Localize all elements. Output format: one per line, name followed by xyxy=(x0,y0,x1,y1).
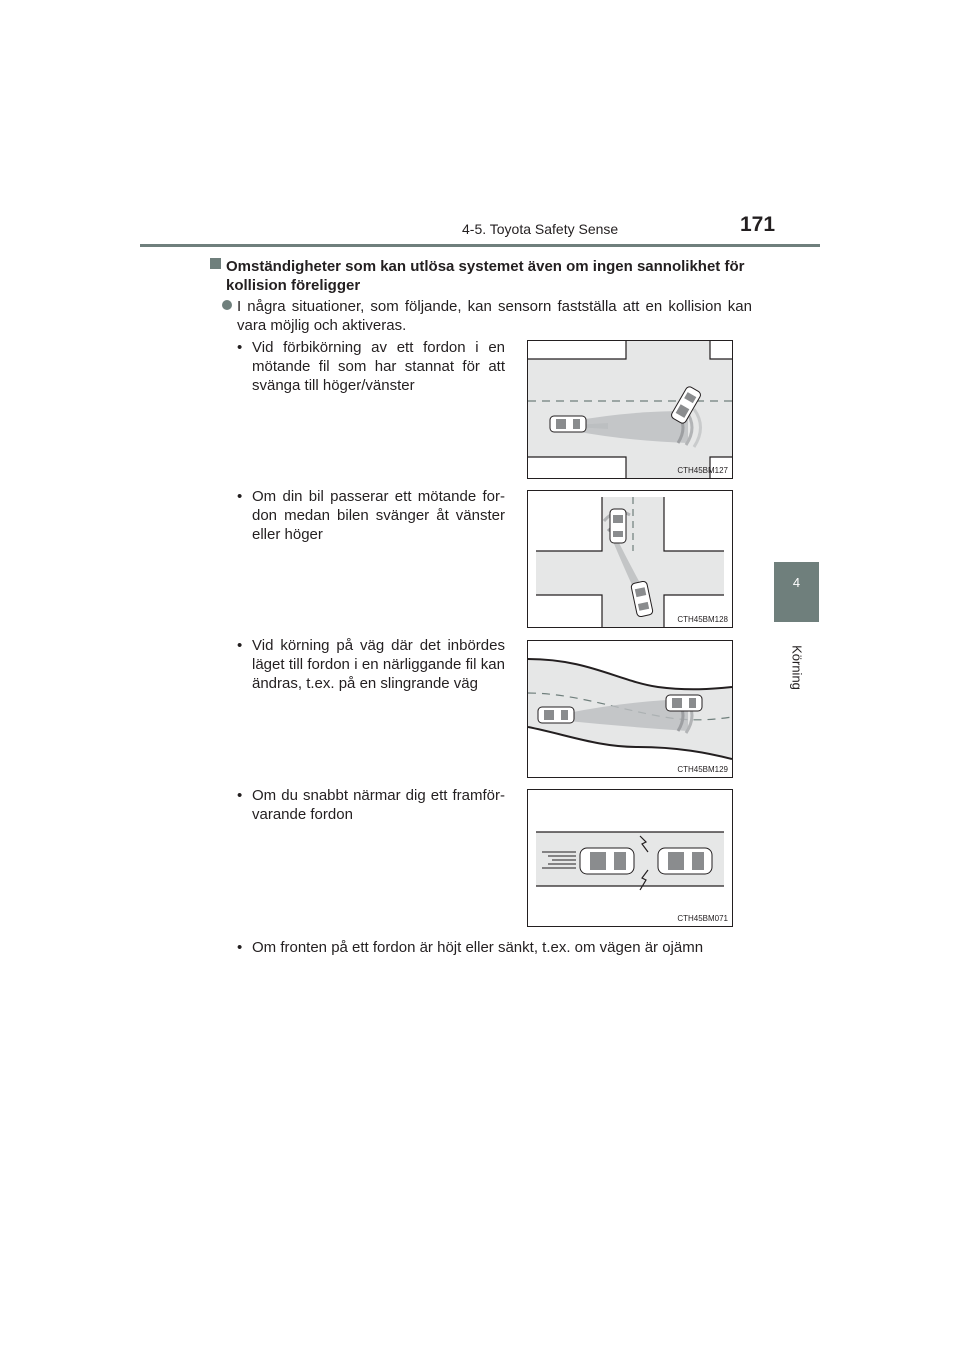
list-item xyxy=(237,938,757,957)
list-item xyxy=(237,636,505,693)
intersection-illustration xyxy=(528,341,732,478)
header-section-title: 4-5. Toyota Safety Sense xyxy=(462,221,619,237)
figure-rapid-approach xyxy=(527,789,733,927)
bullet-icon: • xyxy=(237,637,243,654)
bullet-icon: • xyxy=(237,939,243,956)
winding-road-illustration xyxy=(528,641,732,777)
figure-overtaking-turning-car xyxy=(527,340,733,479)
page-number: 171 xyxy=(740,213,776,236)
rapid-approach-illustration xyxy=(528,790,732,926)
list-item xyxy=(237,338,505,395)
figure-code: CTH45BM129 xyxy=(677,765,728,774)
chapter-tab-number: 4 xyxy=(792,575,801,590)
list-item-text: Om du snabbt närmar dig ett framför-varande fordon xyxy=(252,787,505,823)
section-heading-text: Omständigheter som kan utlösa systemet även om ingen sannolikhet för kollision föreligger xyxy=(226,258,745,294)
list-item-text: Om din bil passerar ett mötande for-don medan bilen svänger åt vänster eller höger xyxy=(252,488,505,543)
figure-passing-while-turning xyxy=(527,490,733,628)
intersection-illustration xyxy=(528,491,732,627)
figure-code: CTH45BM127 xyxy=(677,466,728,475)
bullet-icon: • xyxy=(237,787,243,804)
list-item xyxy=(237,786,505,824)
intro-text: I några situationer, som följande, kan sensorn fastställa att en kollision kan vara möjlig och aktiveras. xyxy=(237,298,752,334)
intro-paragraph xyxy=(222,297,752,335)
chapter-tab xyxy=(774,562,819,622)
list-item xyxy=(237,487,505,544)
section-heading xyxy=(210,257,750,295)
square-bullet-icon xyxy=(210,258,221,269)
bullet-icon: • xyxy=(237,488,243,505)
list-item-text: Om fronten på ett fordon är höjt eller sänkt, t.ex. om vägen är ojämn xyxy=(252,939,704,956)
bullet-icon: • xyxy=(237,339,243,356)
circle-bullet-icon xyxy=(222,300,232,310)
header-divider xyxy=(140,244,820,247)
list-item-text: Vid körning på väg där det inbördes läget till fordon i en närliggande fil kan ändras, t.ex. på en slingrande väg xyxy=(252,637,505,692)
list-item-text: Vid förbikörning av ett fordon i en mötande fil som har stannat för att svänga till höger/vänster xyxy=(252,339,505,394)
figure-winding-road xyxy=(527,640,733,778)
chapter-tab-label: Körning xyxy=(789,645,805,690)
figure-code: CTH45BM128 xyxy=(677,615,728,624)
figure-code: CTH45BM071 xyxy=(677,914,728,923)
